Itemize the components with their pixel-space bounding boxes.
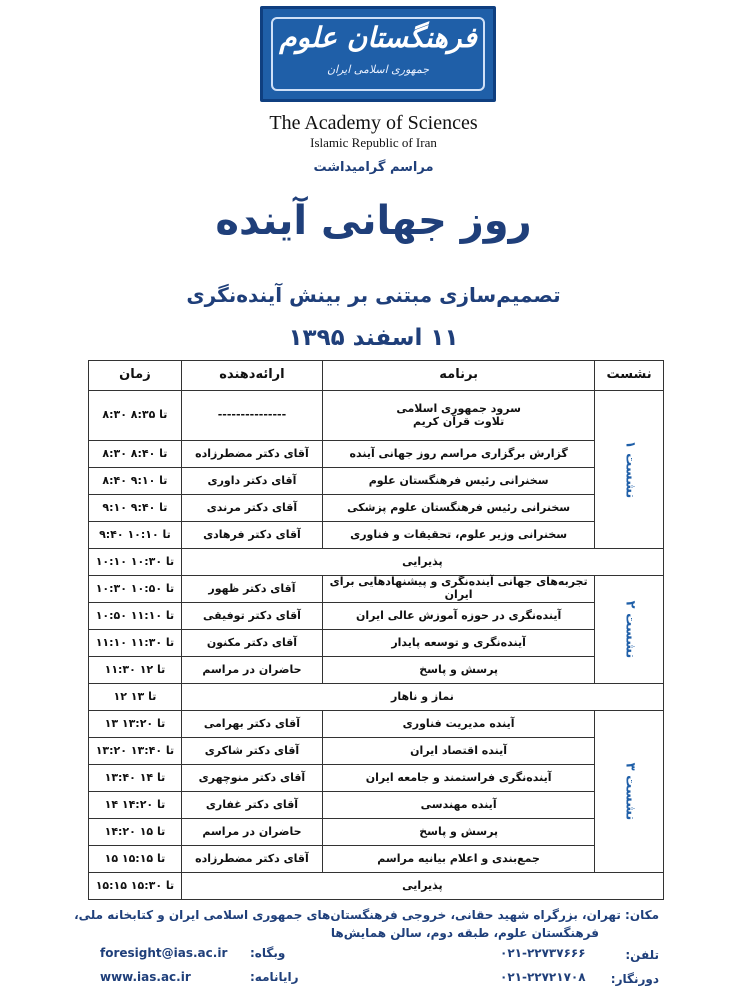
row-time: ۱۰:۱۰ تا ۱۰:۳۰ — [89, 549, 182, 576]
program-table — [88, 360, 664, 900]
row-time: ۱۳ تا ۱۳:۲۰ — [89, 711, 182, 738]
phone-number: ۰۲۱-۲۲۷۳۷۶۶۶ — [500, 946, 586, 960]
row-program: سخنرانی وزیر علوم، تحقیقات و فناوری — [323, 522, 595, 549]
break-label: پذیرایی — [181, 873, 663, 900]
ceremony-label: مراسم گرامیداشت — [313, 160, 434, 175]
row-speaker: آقای دکتر توفیقی — [181, 603, 322, 630]
session-2-cell — [595, 576, 664, 684]
row-speaker: آقای دکتر غفاری — [181, 792, 322, 819]
row-speaker: آقای دکتر مکنون — [181, 630, 322, 657]
header-speaker: ارائه‌دهنده — [181, 361, 322, 391]
website-link[interactable]: www.ias.ac.ir — [100, 970, 191, 984]
row-speaker: آقای دکتر فرهادی — [181, 522, 322, 549]
table-row — [89, 391, 664, 441]
table-row — [89, 657, 664, 684]
row-time: ۹:۴۰ تا ۱۰:۱۰ — [89, 522, 182, 549]
row-program — [323, 391, 595, 441]
row-time: ۱۳:۲۰ تا ۱۳:۴۰ — [89, 738, 182, 765]
row-speaker: --------------- — [181, 391, 322, 441]
session-3-label: نشست ۳ — [622, 762, 638, 821]
row-program: آینده اقتصاد ایران — [323, 738, 595, 765]
table-row — [89, 495, 664, 522]
row-program: آینده‌نگری در حوزه آموزش عالی ایران — [323, 603, 595, 630]
row-program: تجربه‌های جهانی آینده‌نگری و پیشنهادهایی برای ایران — [323, 576, 595, 603]
venue-address — [59, 906, 659, 942]
break-row — [89, 549, 664, 576]
row-program: گزارش برگزاری مراسم روز جهانی آینده — [323, 441, 595, 468]
session-2-label: نشست ۲ — [622, 600, 638, 659]
table-row — [89, 765, 664, 792]
header-time: زمان — [89, 361, 182, 391]
weblog-label: وبگاه: — [250, 946, 286, 960]
break-label: نماز و ناهار — [181, 684, 663, 711]
row-time: ۱۵ تا ۱۵:۱۵ — [89, 846, 182, 873]
row-speaker: آقای دکتر مضطرزاده — [181, 846, 322, 873]
logo-subtitle: جمهوری اسلامی ایران — [326, 63, 430, 76]
academy-name: The Academy of Sciences — [269, 112, 478, 134]
event-title: روز جهانی آینده — [215, 198, 532, 244]
row-speaker: حاضران در مراسم — [181, 819, 322, 846]
row-time: ۸:۳۰ تا ۸:۳۵ — [89, 391, 182, 441]
row-program: آینده‌نگری فراستمند و جامعه ایران — [323, 765, 595, 792]
row-time: ۱۴ تا ۱۴:۲۰ — [89, 792, 182, 819]
row-time: ۱۵:۱۵ تا ۱۵:۳۰ — [89, 873, 182, 900]
row-program: پرسش و پاسخ — [323, 819, 595, 846]
session-1-cell — [595, 391, 664, 549]
session-3-cell — [595, 711, 664, 873]
row-time: ۱۲ تا ۱۳ — [89, 684, 182, 711]
row-speaker: آقای دکتر ظهور — [181, 576, 322, 603]
table-row — [89, 468, 664, 495]
event-subtitle: تصمیم‌سازی مبتنی بر بینش آینده‌نگری — [186, 283, 561, 307]
table-row — [89, 819, 664, 846]
event-date: ۱۱ اسفند ۱۳۹۵ — [288, 325, 459, 351]
table-row — [89, 846, 664, 873]
row-program: پرسش و پاسخ — [323, 657, 595, 684]
row-speaker: آقای دکتر مضطرزاده — [181, 441, 322, 468]
row-speaker: آقای دکتر شاکری — [181, 738, 322, 765]
academy-logo — [260, 6, 496, 102]
header-program: برنامه — [323, 361, 595, 391]
row-time: ۱۱:۳۰ تا ۱۲ — [89, 657, 182, 684]
row-program: سخنرانی رئیس فرهنگستان علوم — [323, 468, 595, 495]
row-time: ۱۳:۴۰ تا ۱۴ — [89, 765, 182, 792]
break-label: پذیرایی — [181, 549, 663, 576]
row-time: ۸:۴۰ تا ۹:۱۰ — [89, 468, 182, 495]
table-row — [89, 522, 664, 549]
break-row — [89, 684, 664, 711]
venue-line-1: مکان: تهران، بزرگراه شهید حقانی، خروجی فرهنگستان‌های جمهوری اسلامی ایران و کتابخانه ملی، — [74, 908, 659, 922]
row-time: ۱۰:۳۰ تا ۱۰:۵۰ — [89, 576, 182, 603]
row-program: آینده مهندسی — [323, 792, 595, 819]
table-row — [89, 711, 664, 738]
row-speaker: آقای دکتر مرندی — [181, 495, 322, 522]
row-speaker: آقای دکتر بهرامی — [181, 711, 322, 738]
session-1-label: نشست ۱ — [622, 440, 638, 499]
row-program-line1: سرود جمهوری اسلامی — [396, 401, 521, 415]
row-speaker: حاضران در مراسم — [181, 657, 322, 684]
fax-number: ۰۲۱-۲۲۷۲۱۷۰۸ — [500, 970, 586, 984]
row-time: ۱۰:۵۰ تا ۱۱:۱۰ — [89, 603, 182, 630]
row-speaker: آقای دکتر داوری — [181, 468, 322, 495]
table-row — [89, 441, 664, 468]
email-link[interactable]: foresight@ias.ac.ir — [100, 946, 228, 960]
break-row — [89, 873, 664, 900]
phone-label: تلفن: — [625, 948, 659, 962]
row-time: ۱۴:۲۰ تا ۱۵ — [89, 819, 182, 846]
fax-label: دورنگار: — [610, 972, 659, 986]
row-program: آینده‌نگری و توسعه پایدار — [323, 630, 595, 657]
row-time: ۱۱:۱۰ تا ۱۱:۳۰ — [89, 630, 182, 657]
row-speaker: آقای دکتر منوچهری — [181, 765, 322, 792]
row-program-line2: تلاوت قرآن کریم — [413, 414, 505, 428]
row-time: ۸:۳۰ تا ۸:۴۰ — [89, 441, 182, 468]
republic-name: Islamic Republic of Iran — [310, 135, 437, 150]
row-time: ۹:۱۰ تا ۹:۴۰ — [89, 495, 182, 522]
logo-name: فرهنگستان علوم — [279, 21, 477, 54]
table-row — [89, 576, 664, 603]
row-program: آینده مدیریت فناوری — [323, 711, 595, 738]
header-session: نشست — [595, 361, 664, 391]
table-row — [89, 792, 664, 819]
table-header-row — [89, 361, 664, 391]
table-row — [89, 738, 664, 765]
row-program: جمع‌بندی و اعلام بیانیه مراسم — [323, 846, 595, 873]
table-row — [89, 603, 664, 630]
table-row — [89, 630, 664, 657]
venue-line-2: فرهنگستان علوم، طبقه دوم، سالن همایش‌ها — [330, 926, 599, 940]
email-label: رایانامه: — [250, 970, 299, 984]
row-program: سخنرانی رئیس فرهنگستان علوم پزشکی — [323, 495, 595, 522]
